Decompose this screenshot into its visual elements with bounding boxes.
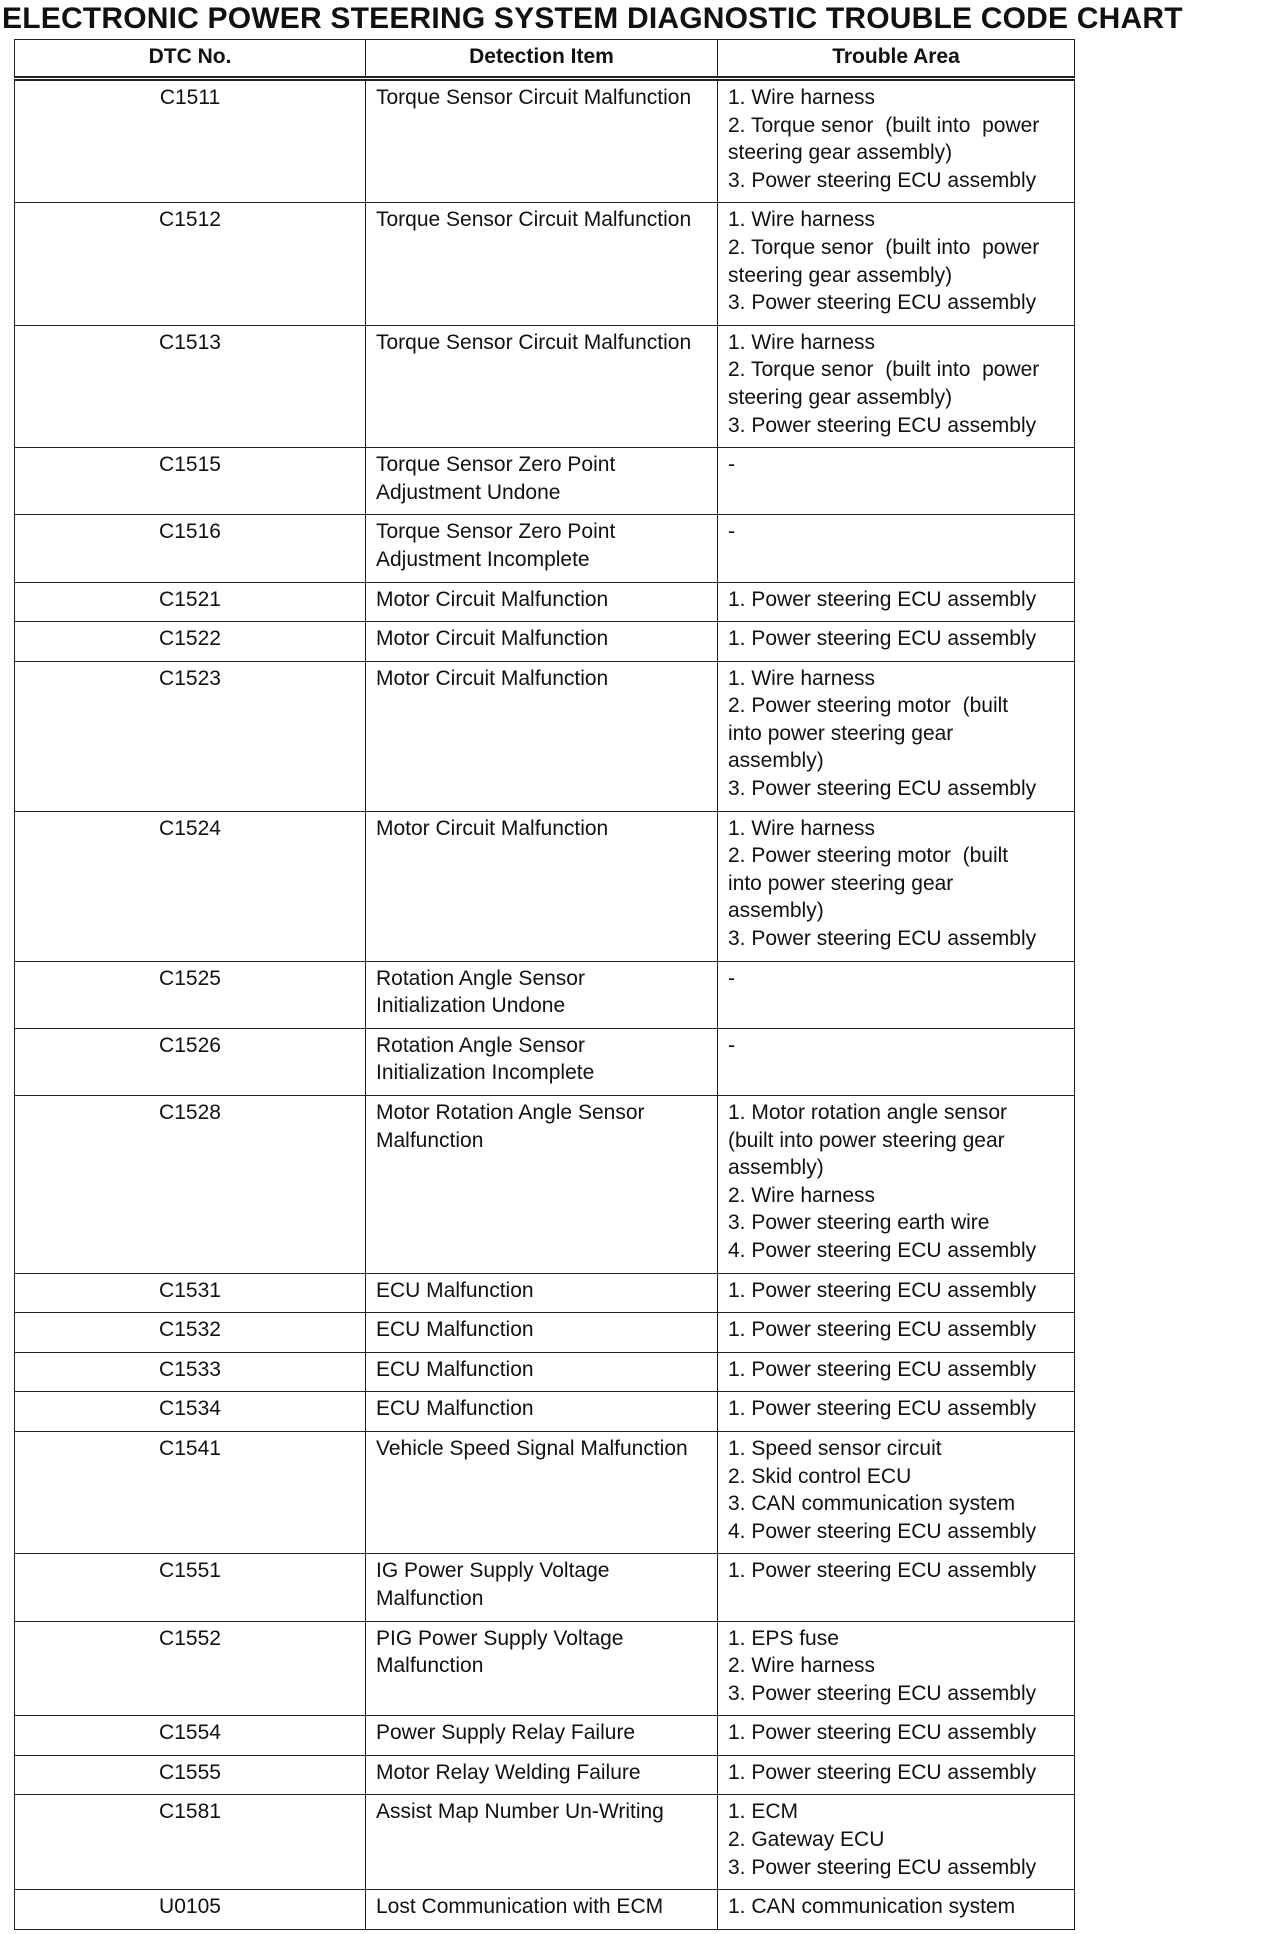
trouble-area-line: -: [728, 966, 735, 990]
trouble-area-cell: [718, 961, 1075, 1028]
detection-item-cell: [366, 1716, 718, 1756]
dtc-code-cell: C1531: [15, 1273, 366, 1313]
trouble-area-cell: [718, 79, 1075, 203]
trouble-area-line: 3. Power steering ECU assembly: [728, 1855, 1037, 1879]
dtc-chart-table: [14, 39, 1075, 1930]
trouble-area-line: 1. Wire harness: [728, 86, 876, 109]
trouble-area-cell: [718, 1795, 1075, 1890]
detection-item-line: Motor Circuit Malfunction: [376, 587, 609, 611]
table-row: [15, 1431, 1075, 1553]
trouble-area-line: assembly): [728, 749, 824, 773]
table-row: [15, 1313, 1075, 1353]
table-row: [15, 1096, 1075, 1274]
trouble-area-line: 1. Power steering ECU assembly: [728, 1760, 1037, 1784]
detection-item-line: Torque Sensor Circuit Malfunction: [376, 330, 692, 354]
table-row: [15, 811, 1075, 961]
trouble-area-line: 1. Speed sensor circuit: [728, 1436, 942, 1460]
detection-item-line: Motor Circuit Malfunction: [376, 627, 609, 651]
trouble-area-cell: [718, 1621, 1075, 1716]
detection-item-cell: [366, 1431, 718, 1553]
trouble-area-line: into power steering gear: [728, 871, 954, 895]
trouble-area-line: 1. Wire harness: [728, 816, 876, 840]
detection-item-cell: [366, 448, 718, 515]
trouble-area-cell: [718, 448, 1075, 515]
dtc-code-cell: C1524: [15, 811, 366, 961]
trouble-area-line: 3. Power steering earth wire: [728, 1211, 990, 1235]
detection-item-line: Torque Sensor Zero Point: [376, 520, 616, 544]
detection-item-line: ECU Malfunction: [376, 1278, 534, 1302]
trouble-area-line: steering gear assembly): [728, 263, 953, 287]
dtc-code-cell: C1551: [15, 1554, 366, 1621]
detection-item-line: Motor Circuit Malfunction: [376, 666, 609, 690]
trouble-area-line: -: [728, 1033, 735, 1057]
trouble-area-line: steering gear assembly): [728, 385, 953, 409]
trouble-area-line: 4. Power steering ECU assembly: [728, 1519, 1037, 1543]
column-header-trouble-area: Trouble Area: [718, 40, 1075, 79]
trouble-area-line: 3. Power steering ECU assembly: [728, 413, 1037, 437]
detection-item-cell: [366, 1273, 718, 1313]
detection-item-cell: [366, 1028, 718, 1095]
dtc-code-cell: C1528: [15, 1096, 366, 1274]
trouble-area-line: 2. Wire harness: [728, 1654, 876, 1678]
detection-item-line: ECU Malfunction: [376, 1318, 534, 1342]
trouble-area-cell: [718, 1273, 1075, 1313]
table-row: [15, 203, 1075, 325]
detection-item-cell: [366, 325, 718, 447]
trouble-area-line: 2. Torque senor (built into power: [728, 358, 1040, 382]
trouble-area-line: 2. Power steering motor (built: [728, 694, 1009, 718]
detection-item-cell: [366, 582, 718, 622]
detection-item-cell: [366, 1392, 718, 1432]
detection-item-line: Malfunction: [376, 1128, 484, 1152]
trouble-area-cell: [718, 1028, 1075, 1095]
dtc-code-cell: C1554: [15, 1716, 366, 1756]
detection-item-line: Vehicle Speed Signal Malfunction: [376, 1436, 688, 1460]
detection-item-cell: [366, 79, 718, 203]
detection-item-line: Initialization Incomplete: [376, 1061, 595, 1085]
dtc-code-cell: C1523: [15, 661, 366, 811]
trouble-area-cell: [718, 582, 1075, 622]
trouble-area-line: 1. Power steering ECU assembly: [728, 1278, 1037, 1302]
detection-item-line: Adjustment Incomplete: [376, 547, 590, 571]
trouble-area-line: 2. Torque senor (built into power: [728, 113, 1040, 137]
trouble-area-line: 1. Wire harness: [728, 208, 876, 232]
dtc-code-cell: U0105: [15, 1890, 366, 1930]
dtc-code-cell: C1555: [15, 1755, 366, 1795]
dtc-code-cell: C1525: [15, 961, 366, 1028]
trouble-area-line: 1. Power steering ECU assembly: [728, 1721, 1037, 1745]
detection-item-cell: [366, 811, 718, 961]
detection-item-line: Power Supply Relay Failure: [376, 1721, 636, 1745]
trouble-area-line: 1. Wire harness: [728, 330, 876, 354]
trouble-area-cell: [718, 811, 1075, 961]
detection-item-cell: [366, 1621, 718, 1716]
trouble-area-line: assembly): [728, 899, 824, 923]
trouble-area-line: 1. Power steering ECU assembly: [728, 1318, 1037, 1342]
trouble-area-line: 1. Power steering ECU assembly: [728, 587, 1037, 611]
trouble-area-line: 1. CAN communication system: [728, 1895, 1016, 1919]
trouble-area-line: 4. Power steering ECU assembly: [728, 1238, 1037, 1262]
detection-item-line: Malfunction: [376, 1654, 484, 1678]
trouble-area-cell: [718, 1890, 1075, 1930]
trouble-area-line: 2. Power steering motor (built: [728, 844, 1009, 868]
trouble-area-line: 1. Wire harness: [728, 666, 876, 690]
trouble-area-line: 1. ECM: [728, 1800, 799, 1824]
detection-item-line: Torque Sensor Zero Point: [376, 453, 616, 477]
trouble-area-cell: [718, 661, 1075, 811]
table-row: [15, 582, 1075, 622]
detection-item-line: ECU Malfunction: [376, 1397, 534, 1421]
table-row: [15, 1755, 1075, 1795]
detection-item-line: IG Power Supply Voltage: [376, 1559, 610, 1583]
trouble-area-line: 3. Power steering ECU assembly: [728, 927, 1037, 951]
dtc-code-cell: C1513: [15, 325, 366, 447]
detection-item-cell: [366, 1313, 718, 1353]
table-row: [15, 1392, 1075, 1432]
table-row: [15, 79, 1075, 203]
trouble-area-cell: [718, 1392, 1075, 1432]
trouble-area-line: 1. Power steering ECU assembly: [728, 627, 1037, 651]
trouble-area-line: 2. Torque senor (built into power: [728, 235, 1040, 259]
trouble-area-cell: [718, 1352, 1075, 1392]
table-row: [15, 448, 1075, 515]
detection-item-line: Torque Sensor Circuit Malfunction: [376, 86, 692, 109]
trouble-area-line: 1. Power steering ECU assembly: [728, 1559, 1037, 1583]
table-row: [15, 1795, 1075, 1890]
detection-item-line: Motor Circuit Malfunction: [376, 816, 609, 840]
detection-item-cell: [366, 1352, 718, 1392]
dtc-code-cell: C1534: [15, 1392, 366, 1432]
table-row: [15, 1716, 1075, 1756]
table-header: [15, 40, 1075, 79]
trouble-area-line: 1. Power steering ECU assembly: [728, 1397, 1037, 1421]
dtc-code-cell: C1516: [15, 515, 366, 582]
dtc-code-cell: C1515: [15, 448, 366, 515]
table-row: [15, 961, 1075, 1028]
trouble-area-line: 1. EPS fuse: [728, 1626, 839, 1650]
table-row: [15, 1890, 1075, 1930]
table-row: [15, 1621, 1075, 1716]
dtc-code-cell: C1511: [15, 79, 366, 203]
trouble-area-line: 3. Power steering ECU assembly: [728, 168, 1037, 192]
detection-item-cell: [366, 1890, 718, 1930]
dtc-code-cell: C1552: [15, 1621, 366, 1716]
detection-item-line: Malfunction: [376, 1586, 484, 1610]
dtc-code-cell: C1522: [15, 622, 366, 662]
trouble-area-line: 1. Power steering ECU assembly: [728, 1357, 1037, 1381]
detection-item-cell: [366, 203, 718, 325]
dtc-code-cell: C1512: [15, 203, 366, 325]
detection-item-cell: [366, 961, 718, 1028]
detection-item-line: Lost Communication with ECM: [376, 1895, 664, 1919]
detection-item-cell: [366, 515, 718, 582]
detection-item-line: Torque Sensor Circuit Malfunction: [376, 208, 692, 232]
detection-item-line: Rotation Angle Sensor: [376, 1033, 585, 1057]
table-row: [15, 1273, 1075, 1313]
table-row: [15, 1554, 1075, 1621]
detection-item-line: PIG Power Supply Voltage: [376, 1626, 624, 1650]
trouble-area-line: 3. Power steering ECU assembly: [728, 1681, 1037, 1705]
trouble-area-cell: [718, 1313, 1075, 1353]
dtc-code-cell: C1533: [15, 1352, 366, 1392]
detection-item-line: Motor Relay Welding Failure: [376, 1760, 641, 1784]
dtc-code-cell: C1526: [15, 1028, 366, 1095]
table-row: [15, 622, 1075, 662]
detection-item-line: Adjustment Undone: [376, 480, 561, 504]
trouble-area-line: assembly): [728, 1156, 824, 1180]
trouble-area-cell: [718, 1716, 1075, 1756]
dtc-code-cell: C1532: [15, 1313, 366, 1353]
dtc-code-cell: C1541: [15, 1431, 366, 1553]
trouble-area-line: 3. CAN communication system: [728, 1492, 1016, 1516]
table-row: [15, 661, 1075, 811]
page-title: ELECTRONIC POWER STEERING SYSTEM DIAGNOSTIC TROUBLE CODE CHART: [2, 2, 1183, 35]
trouble-area-line: into power steering gear: [728, 721, 954, 745]
detection-item-cell: [366, 1755, 718, 1795]
detection-item-line: Rotation Angle Sensor: [376, 966, 585, 990]
trouble-area-cell: [718, 1096, 1075, 1274]
trouble-area-cell: [718, 515, 1075, 582]
trouble-area-line: 3. Power steering ECU assembly: [728, 777, 1037, 801]
table-row: [15, 1028, 1075, 1095]
detection-item-line: Assist Map Number Un-Writing: [376, 1800, 664, 1824]
trouble-area-cell: [718, 1431, 1075, 1553]
detection-item-line: ECU Malfunction: [376, 1357, 534, 1381]
trouble-area-cell: [718, 203, 1075, 325]
trouble-area-cell: [718, 1554, 1075, 1621]
trouble-area-line: 2. Skid control ECU: [728, 1464, 912, 1488]
trouble-area-cell: [718, 1755, 1075, 1795]
table-row: [15, 1352, 1075, 1392]
dtc-code-cell: C1581: [15, 1795, 366, 1890]
detection-item-line: Motor Rotation Angle Sensor: [376, 1101, 645, 1124]
table-row: [15, 325, 1075, 447]
trouble-area-line: 3. Power steering ECU assembly: [728, 291, 1037, 315]
detection-item-cell: [366, 1795, 718, 1890]
trouble-area-line: -: [728, 453, 735, 477]
trouble-area-line: steering gear assembly): [728, 141, 953, 165]
table-row: [15, 515, 1075, 582]
detection-item-cell: [366, 661, 718, 811]
trouble-area-line: 2. Gateway ECU: [728, 1828, 885, 1852]
trouble-area-line: 2. Wire harness: [728, 1183, 876, 1207]
detection-item-cell: [366, 1096, 718, 1274]
detection-item-cell: [366, 1554, 718, 1621]
detection-item-line: Initialization Undone: [376, 994, 566, 1018]
detection-item-cell: [366, 622, 718, 662]
column-header-detection-item: Detection Item: [366, 40, 718, 79]
column-header-dtc-no: DTC No.: [15, 40, 366, 79]
trouble-area-line: (built into power steering gear: [728, 1128, 1005, 1152]
table-body: [15, 79, 1075, 1930]
header-row: [15, 40, 1075, 79]
trouble-area-line: 1. Motor rotation angle sensor: [728, 1101, 1007, 1124]
trouble-area-line: -: [728, 520, 735, 544]
trouble-area-cell: [718, 622, 1075, 662]
dtc-code-cell: C1521: [15, 582, 366, 622]
trouble-area-cell: [718, 325, 1075, 447]
